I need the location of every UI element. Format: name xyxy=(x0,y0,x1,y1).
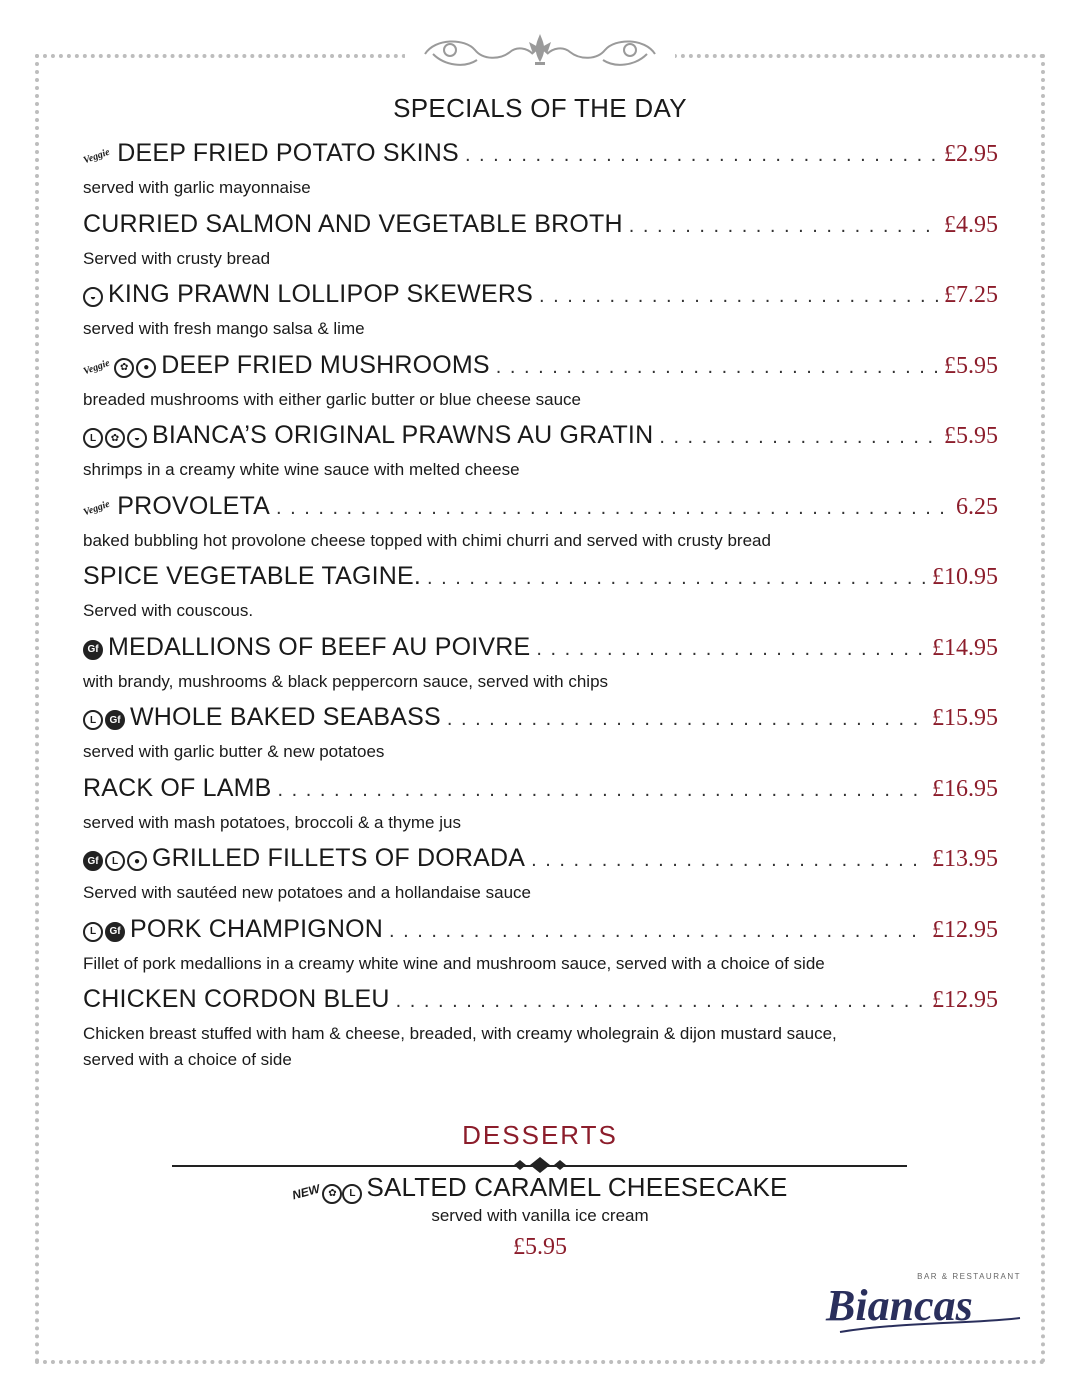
menu-item-description: breaded mushrooms with either garlic butter or blue cheese sauce xyxy=(83,389,581,409)
menu-item-name: MEDALLIONS OF BEEF AU POIVRE xyxy=(108,632,531,661)
menu-item-line xyxy=(83,562,998,596)
dot-leader xyxy=(531,849,926,872)
lactose-icon: L xyxy=(342,1184,362,1204)
menu-item-description: Served with sautéed new potatoes and a hollandaise sauce xyxy=(83,883,531,902)
menu-item-description: Served with couscous. xyxy=(83,601,254,620)
menu-item-line xyxy=(83,633,998,667)
menu-item-line xyxy=(83,280,998,314)
menu-item-description: Fillet of pork medallions in a creamy white wine and mushroom sauce, served with a choice of side xyxy=(83,953,825,973)
egg-icon: ● xyxy=(136,358,156,378)
menu-item-price: 6.25 xyxy=(956,493,998,520)
menu-item xyxy=(83,421,998,492)
dot-leader xyxy=(396,990,926,1013)
lactose-icon: L xyxy=(105,851,125,871)
gluten-icon: ✿ xyxy=(322,1184,342,1204)
menu-item-description: served with garlic mayonnaise xyxy=(83,178,311,197)
menu-item-name: DEEP FRIED MUSHROOMS xyxy=(161,350,490,379)
dietary-icons xyxy=(81,498,112,519)
menu-item-line xyxy=(83,351,998,385)
lactose-icon: L xyxy=(83,428,103,448)
dot-leader xyxy=(536,638,926,661)
menu-item-line xyxy=(83,139,998,173)
menu-item-price: £10.95 xyxy=(932,564,998,590)
menu-item-price: £14.95 xyxy=(932,634,998,661)
dietary-icons xyxy=(81,146,112,166)
specials-heading: SPECIALS OF THE DAY xyxy=(393,93,687,123)
dietary-icons xyxy=(83,640,103,660)
menu-item xyxy=(83,633,998,704)
egg-icon: ● xyxy=(127,851,147,871)
dessert-item-line xyxy=(0,1172,1080,1204)
menu-item-price: £5.95 xyxy=(944,352,998,379)
menu-item-line xyxy=(83,985,998,1019)
menu-item xyxy=(83,492,998,563)
menu-item-name: SPICE VEGETABLE TAGINE. xyxy=(83,562,422,590)
menu-item-line xyxy=(83,844,998,878)
menu-item-description: Chicken breast stuffed with ham & cheese, breaded, with creamy wholegrain & dijon mustard sauce, xyxy=(83,1024,837,1043)
gluten-icon: ✿ xyxy=(105,428,125,448)
menu-item-name: GRILLED FILLETS OF DORADA xyxy=(152,844,526,872)
menu-item-description-continued: served with a choice of side xyxy=(83,1050,292,1069)
menu-item-name: WHOLE BAKED SEABASS xyxy=(130,703,441,731)
dot-leader xyxy=(659,426,938,449)
menu-item-description: served with mash potatoes, broccoli & a thyme jus xyxy=(83,812,461,832)
menu-item-line xyxy=(83,703,998,737)
menu-item-price: £5.95 xyxy=(944,423,998,449)
menu-item-description: Served with crusty bread xyxy=(83,248,271,268)
dessert-price: £5.95 xyxy=(513,1234,567,1260)
menu-item-line xyxy=(83,210,998,244)
dot-leader xyxy=(496,356,938,379)
menu-item xyxy=(83,562,998,633)
menu-item-price: £12.95 xyxy=(932,916,998,943)
menu-item-name: PROVOLETA xyxy=(117,491,270,520)
specials-list xyxy=(83,139,998,1075)
menu-item-name: KING PRAWN LOLLIPOP SKEWERS xyxy=(108,280,533,308)
dot-leader xyxy=(278,779,926,802)
menu-item xyxy=(83,985,998,1075)
gluten-free-icon: Gf xyxy=(83,851,103,871)
dietary-icons xyxy=(83,710,125,730)
dot-leader xyxy=(539,285,938,308)
menu-item-description: shrimps in a creamy white wine sauce with melted cheese xyxy=(83,460,520,479)
menu-item-price: £12.95 xyxy=(932,987,998,1013)
dot-leader xyxy=(465,144,938,167)
dietary-icons xyxy=(83,922,125,942)
menu-item-name: DEEP FRIED POTATO SKINS xyxy=(117,139,459,167)
menu-item-price: £16.95 xyxy=(932,775,998,802)
dot-leader xyxy=(447,708,926,731)
menu-item xyxy=(83,703,998,774)
logo-name: Biancas xyxy=(826,1281,973,1330)
veggie-icon: Veggie xyxy=(81,146,112,166)
dietary-icons xyxy=(83,851,147,871)
menu-item-price: £13.95 xyxy=(932,846,998,872)
gluten-free-icon: Gf xyxy=(105,922,125,942)
shellfish-icon: ◒ xyxy=(127,428,147,448)
dietary-icons xyxy=(83,428,147,448)
menu-item xyxy=(83,210,998,281)
scroll-ornament-icon xyxy=(405,28,675,78)
menu-item xyxy=(83,351,998,422)
dot-leader xyxy=(276,497,950,520)
dietary-icons xyxy=(83,358,156,378)
dot-leader xyxy=(629,215,938,238)
dessert-name: SALTED CARAMEL CHEESECAKE xyxy=(366,1172,788,1202)
dot-leader xyxy=(427,567,926,590)
menu-item-line xyxy=(83,492,998,526)
menu-item-description: served with fresh mango salsa & lime xyxy=(83,319,365,338)
menu-item-price: £4.95 xyxy=(944,211,998,238)
gluten-free-icon: Gf xyxy=(83,640,103,660)
dietary-icons xyxy=(83,287,103,307)
menu-item-name: CURRIED SALMON AND VEGETABLE BROTH xyxy=(83,209,623,238)
lactose-icon: L xyxy=(83,922,103,942)
logo-swoosh-icon xyxy=(820,1272,1025,1344)
veggie-icon: Veggie xyxy=(81,357,112,378)
menu-item-name: RACK OF LAMB xyxy=(83,773,272,802)
menu-item-price: £15.95 xyxy=(932,705,998,731)
diamond-ornament-icon xyxy=(508,1157,572,1173)
logo-tagline: BAR & RESTAURANT xyxy=(917,1272,1021,1281)
menu-item-description: with brandy, mushrooms & black peppercorn sauce, served with chips xyxy=(83,671,609,691)
desserts-heading: DESSERTS xyxy=(462,1120,618,1150)
menu-item xyxy=(83,139,998,210)
menu-item-name: CHICKEN CORDON BLEU xyxy=(83,985,390,1013)
menu-item xyxy=(83,774,998,845)
menu-item xyxy=(83,844,998,915)
menu-item-line xyxy=(83,774,998,808)
dot-leader xyxy=(389,920,926,943)
menu-item xyxy=(83,915,998,986)
new-icon: NEW xyxy=(291,1181,322,1203)
menu-item-description: served with garlic butter & new potatoes xyxy=(83,742,385,761)
menu-item-line xyxy=(83,421,998,455)
menu-item-name: BIANCA’S ORIGINAL PRAWNS AU GRATIN xyxy=(152,421,654,449)
lactose-icon: L xyxy=(83,710,103,730)
menu-item-price: £7.25 xyxy=(944,282,998,308)
menu-item-description: baked bubbling hot provolone cheese topped with chimi churri and served with crusty bread xyxy=(83,530,771,550)
menu-item-line xyxy=(83,915,998,949)
shellfish-icon: ◒ xyxy=(83,287,103,307)
veggie-icon: Veggie xyxy=(81,498,112,519)
dessert-description: served with vanilla ice cream xyxy=(431,1206,649,1225)
menu-item xyxy=(83,280,998,351)
gluten-free-icon: Gf xyxy=(105,710,125,730)
menu-item-name: PORK CHAMPIGNON xyxy=(130,914,384,943)
biancas-logo xyxy=(820,1272,1025,1344)
gluten-icon: ✿ xyxy=(114,358,134,378)
menu-item-price: £2.95 xyxy=(944,141,998,167)
